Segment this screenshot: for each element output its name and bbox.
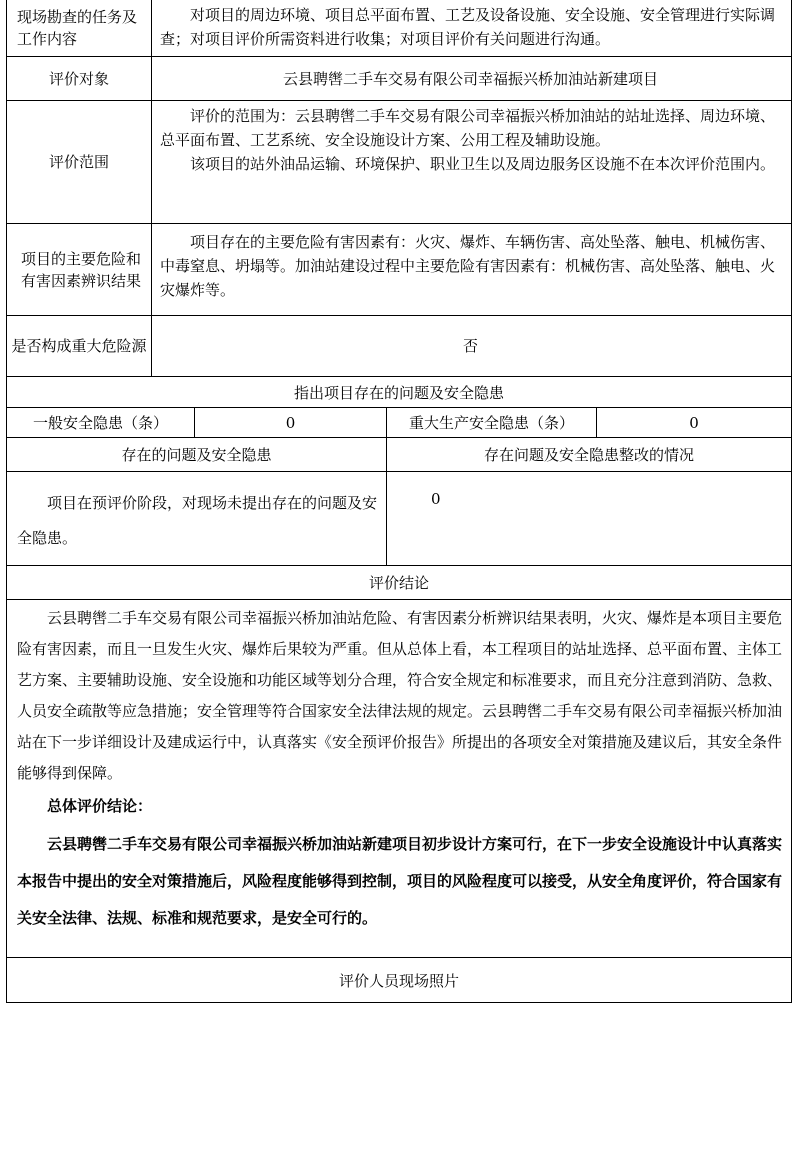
scope-label: 评价范围: [7, 101, 152, 223]
hazards-row: [7, 224, 791, 316]
general-hazard-label: 一般安全隐患（条）: [7, 408, 195, 437]
evaluation-table: [6, 0, 792, 1003]
photos-header: 评价人员现场照片: [338, 971, 459, 990]
issues-right-text: 0: [431, 490, 441, 508]
major-production-hazard-value: 0: [689, 413, 699, 432]
major-production-hazard-label: 重大生产安全隐患（条）: [387, 408, 597, 437]
issues-count-row: [7, 408, 791, 438]
issues-column-headers: [7, 438, 791, 472]
conclusion-header: 评价结论: [7, 566, 791, 600]
major-hazard-label: [7, 316, 152, 376]
issues-header: 指出项目存在的问题及安全隐患: [7, 377, 791, 408]
survey-text: 对项目的周边环境、项目总平面布置、工艺及设备设施、安全设施、安全管理进行实际调查；对项目评价所需资料进行收集；对项目评价有关问题进行沟通。: [160, 6, 776, 48]
object-value: 云县聘辔二手车交易有限公司幸福振兴桥加油站新建项目: [282, 69, 658, 88]
object-row: [7, 57, 791, 101]
survey-row: [7, 0, 791, 57]
hazards-content: [152, 224, 791, 315]
scope-paragraph-1: 评价的范围为：云县聘辔二手车交易有限公司幸福振兴桥加油站的站址选择、周边环境、总平面布置、工艺系统、安全设施设计方案、公用工程及辅助设施。: [160, 107, 776, 149]
hazards-text: 项目存在的主要危险有害因素有：火灾、爆炸、车辆伤害、高处坠落、触电、机械伤害、中毒窒息、坍塌等。加油站建设过程中主要危险有害因素有：机械伤害、高处坠落、触电、火灾爆炸等。: [160, 233, 776, 299]
issues-col-right: 存在问题及安全隐患整改的情况: [483, 446, 694, 464]
overall-conclusion-title: 总体评价结论：: [47, 797, 153, 815]
survey-content: [152, 0, 791, 56]
issues-content-row: [7, 472, 791, 566]
scope-paragraph-2: 该项目的站外油品运输、环境保护、职业卫生以及周边服务区设施不在本次评价范围内。: [190, 155, 776, 173]
overall-conclusion-text: 云县聘辔二手车交易有限公司幸福振兴桥加油站新建项目初步设计方案可行，在下一步安全设施设计中认真落实本报告中提出的安全对策措施后，风险程度能够得到控制，项目的风险程度可以接受，从安全角度评价，符合国家有关安全法律、法规、标准和规范要求，是安全可行的。: [17, 835, 783, 927]
general-hazard-value: 0: [195, 408, 387, 437]
hazards-label: 项目的主要危险和有害因素辨识结果: [7, 224, 152, 315]
major-hazard-label-line1: 是否构成: [11, 337, 72, 355]
major-hazard-row: [7, 316, 791, 377]
issues-col-left: 存在的问题及安全隐患: [7, 438, 387, 471]
conclusion-body: 云县聘辔二手车交易有限公司幸福振兴桥加油站危险、有害因素分析辨识结果表明，火灾、爆炸是本项目主要危险有害因素，而且一旦发生火灾、爆炸后果较为严重。但从总体上看，本工程项目的站址选择、总平面布置、主体工艺方案、主要辅助设施、安全设施和功能区域等划分合理，符合安全规定和标准要求，而且充分注意到消防、急救、人员安全疏散等应急措施；安全管理等符合国家安全法律法规的规定。云县聘辔二手车交易有限公司幸福振兴桥加油站在下一步详细设计及建成运行中，认真落实《安全预评价报告》所提出的各项安全对策措施及建议后，其安全条件能够得到保障。: [17, 609, 783, 782]
major-hazard-value: 否: [462, 337, 478, 355]
scope-row: [7, 101, 791, 224]
object-label: 评价对象: [7, 57, 152, 100]
survey-label: 现场勘查的任务及工作内容: [7, 0, 152, 56]
issues-left-text: 项目在预评价阶段，对现场未提出存在的问题及安全隐患。: [7, 472, 387, 565]
scope-content: [152, 101, 791, 223]
conclusion-body-row: [7, 600, 791, 958]
major-hazard-label-line2: 重大危险源: [71, 337, 147, 355]
